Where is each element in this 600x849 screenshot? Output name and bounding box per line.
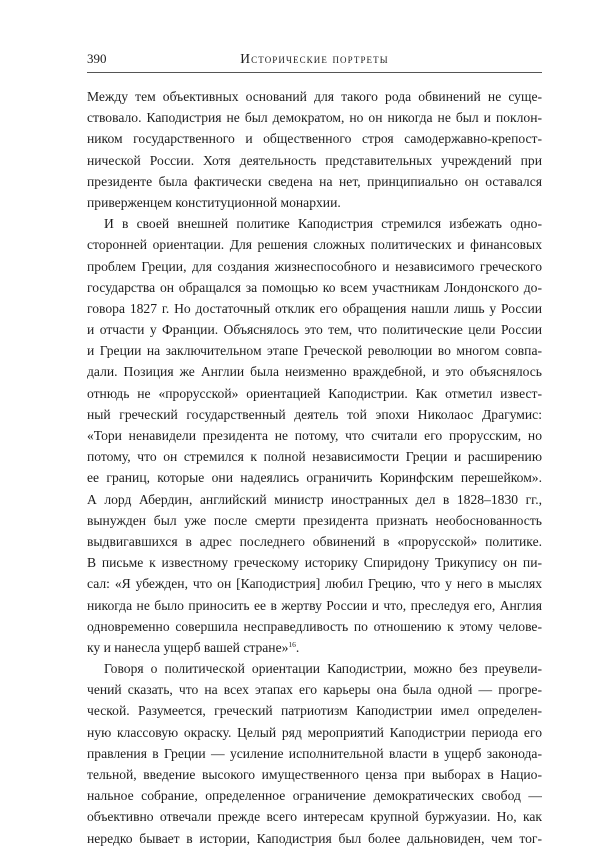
text-line-content: нальное собрание, определенное ограничение демократических свобод —: [87, 788, 542, 804]
text-line-content: ку и нанесла ущерб вашей стране»: [87, 639, 289, 655]
text-line: [87, 213, 542, 234]
text-line-content: сторонней ориентации. Для решения сложных политических и финансовых: [87, 237, 542, 253]
text-line-content: ствовало. Каподистрия не был демократом, но он никогда не был и поклон-: [87, 110, 542, 126]
text-line-content: вынужден был уже после смерти президента признать необоснованность: [87, 512, 542, 528]
text-line-content: проблем Греции, для создания жизнеспособного и независимого греческого: [87, 258, 542, 274]
text-line: ку и нанесла ущерб вашей стране»$^{16}$.: [87, 639, 300, 655]
text-line-content: объективно отвечали прежде всего интересам крупной буржуазии. Но, как: [87, 809, 542, 825]
text-line: [87, 298, 542, 319]
text-line: [87, 361, 542, 382]
text-line: [87, 510, 542, 531]
text-line: [87, 828, 542, 849]
text-line: [87, 764, 542, 785]
text-line: [87, 86, 542, 107]
text-line-content: выдвигавшихся в адрес последнего обвинений в «прорусской» политике.: [87, 533, 542, 549]
text-line: [87, 658, 542, 679]
text-line-content: отнюдь не «прорусской» ориентацией Каподистрии. Как отметил извест-: [87, 385, 542, 401]
text-line: [87, 679, 542, 700]
text-line: [87, 806, 542, 827]
text-line-content: И в своей внешней политике Каподистрия стремился избежать одно-: [104, 216, 542, 232]
text-line: [87, 383, 542, 404]
running-header: [87, 50, 542, 73]
text-line: [87, 150, 542, 171]
text-line-content: «Тори ненавидели президента не потому, что считали его прорусским, но: [87, 428, 542, 443]
text-line: [87, 531, 542, 552]
text-line-content: государства он обращался за помощью ко всем участникам Лондонского до-: [87, 279, 542, 295]
text-line-content: и Греции на заключительном этапе Греческой революции во многом совпа-: [87, 343, 542, 359]
text-line: [87, 489, 542, 510]
text-line: [87, 425, 542, 446]
text-line-content: сал: «Я убежден, что он [Каподистрия] любил Грецию, что у него в мыслях: [87, 576, 542, 592]
text-line-content: нической России. Хотя деятельность представительных учреждений при: [87, 152, 542, 168]
running-title: Исторические портреты: [240, 51, 389, 66]
text-line-content: никогда не было приносить ее в жертву России и что, преследуя его, Англия: [87, 597, 542, 613]
text-line-content: и отчасти у Франции. Объяснялось это тем, что политические цели России: [87, 322, 542, 338]
text-line-content: ный греческий государственный деятель той эпохи Николаос Драгумис:: [87, 406, 542, 422]
page-number: 390: [87, 51, 107, 66]
text-line-content: ческой. Разумеется, греческий патриотизм Каподистрии имел определен-: [87, 703, 542, 719]
text-line-content: одновременно совершила несправедливость по отношению к этому челове-: [87, 618, 542, 634]
text-line: [87, 573, 542, 594]
text-line: [87, 107, 542, 128]
text-line-content: тельной, введение высокого имущественного ценза при выборах в Нацио-: [87, 767, 542, 782]
text-line-content: А лорд Абердин, английский министр иностранных дел в 1828–1830 гг.,: [87, 491, 542, 507]
text-line: [87, 340, 542, 361]
text-line: [87, 128, 542, 149]
text-line-content: чений сказать, что на всех этапах его карьеры она была одной — прогре-: [87, 682, 542, 698]
text-line: [87, 700, 542, 721]
text-line: [87, 785, 542, 806]
text-line: [87, 743, 542, 764]
body-text: [87, 86, 542, 849]
text-line: [87, 616, 542, 637]
text-line: [87, 404, 542, 425]
text-line: [87, 446, 542, 467]
text-line-content: ником государственного и общественного строя самодержавно-крепост-: [87, 131, 542, 147]
text-line-content: приверженцем конституционной монархии.: [87, 194, 341, 210]
text-line-content: дали. Позиция же Англии была неизменно враждебной, и это объяснялось: [87, 364, 542, 380]
text-line-content: президенте была фактически сведена на нет, принципиально он оставался: [87, 173, 542, 189]
text-line-content: ее границ, которые они надеялись ограничить Коринфским перешейком».: [87, 470, 542, 486]
text-line: [87, 256, 542, 277]
text-line: [87, 552, 542, 573]
footnote-marker: 16: [288, 639, 296, 649]
text-line-content: Между тем объективных оснований для такого рода обвинений не суще-: [87, 89, 542, 104]
text-line: [87, 234, 542, 255]
text-line: [87, 171, 542, 192]
text-line: [87, 192, 542, 213]
text-line: [87, 722, 542, 743]
text-line-content: говора 1827 г. Но достаточный отклик его обращения нашли лишь у России: [87, 300, 542, 316]
text-line: [87, 319, 542, 340]
text-line-content: нередко бывает в истории, Каподистрия был более дальновиден, чем тог-: [87, 830, 542, 846]
text-line-content: правления в Греции — усиление исполнительной власти в ущерб законода-: [87, 745, 542, 761]
text-line-content: Говоря о политической ориентации Каподистрии, можно без преувели-: [104, 661, 542, 677]
text-line: [87, 595, 542, 616]
text-line: [87, 277, 542, 298]
text-line-content: В письме к известному греческому историку Спиридону Трикупису он пи-: [87, 555, 542, 571]
text-line-content: ную классовую окраску. Целый ряд мероприятий Каподистрии периода его: [87, 724, 542, 740]
text-line-content: потому, что он стремился к полной независимости Греции и расширению: [87, 449, 542, 465]
text-line: [87, 467, 542, 488]
